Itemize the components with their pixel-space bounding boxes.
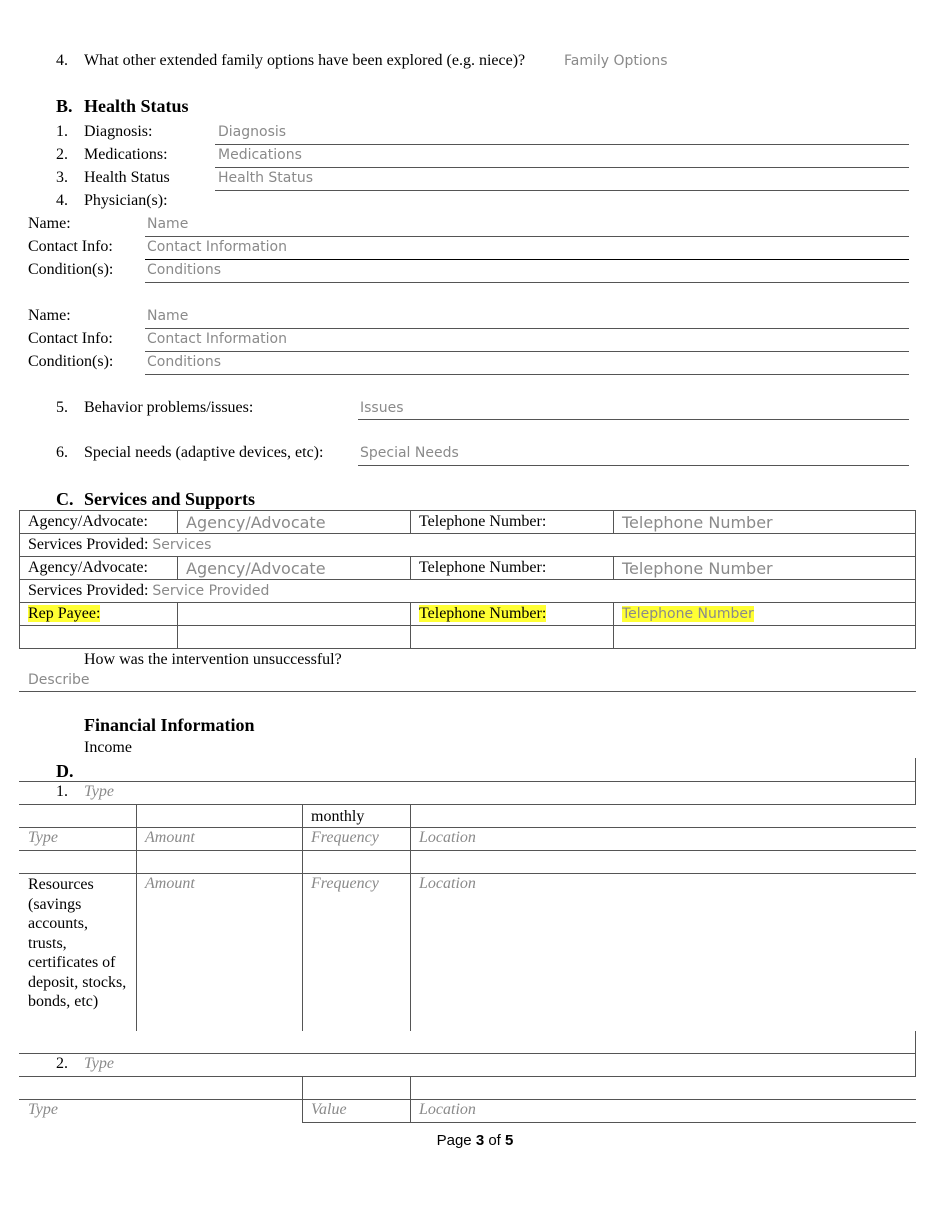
physician-contact-underline [145, 259, 909, 260]
telephone-field[interactable]: Telephone Number [614, 557, 916, 580]
empty-cell[interactable] [614, 626, 916, 649]
behavior-number: 5. [56, 399, 68, 416]
health-status-field[interactable]: Health Status [218, 170, 314, 186]
physicians-number: 4. [56, 192, 68, 209]
telephone-label: Telephone Number: [411, 511, 614, 534]
financial-info-title: Financial Information [84, 715, 255, 735]
special-needs-underline [358, 465, 909, 466]
physician-conditions-field[interactable]: Conditions [147, 354, 222, 370]
table-row [20, 534, 916, 557]
section-c-letter: C. [56, 489, 74, 509]
physician-contact-label: Contact Info: [28, 330, 113, 347]
services-table [19, 510, 916, 649]
behavior-underline [358, 419, 909, 420]
rep-payee-cell [20, 603, 178, 626]
section-b-title: Health Status [84, 96, 189, 116]
physician-name-label: Name: [28, 215, 71, 232]
medications-field[interactable]: Medications [218, 147, 302, 163]
diagnosis-label: Diagnosis: [84, 123, 153, 140]
physician-contact-underline [145, 351, 909, 352]
empty-cell[interactable] [411, 626, 614, 649]
table-border [19, 1053, 916, 1054]
service-provided-field[interactable]: Service Provided [152, 583, 270, 599]
rep-payee-telephone-field[interactable]: Telephone Number [622, 606, 754, 622]
physician-conditions-field[interactable]: Conditions [147, 262, 222, 278]
physician-contact-field[interactable]: Contact Information [147, 331, 287, 347]
grid-line [136, 804, 137, 1031]
agency-label: Agency/Advocate: [20, 511, 178, 534]
physician-conditions-label: Condition(s): [28, 353, 114, 370]
describe-field[interactable]: Describe [28, 672, 90, 688]
agency-field[interactable]: Agency/Advocate [178, 511, 411, 534]
physician-name-field[interactable]: Name [147, 308, 189, 324]
asset-value-field[interactable]: Value [311, 1101, 347, 1118]
special-needs-field[interactable]: Special Needs [360, 445, 459, 461]
telephone-label-cell [411, 603, 614, 626]
table-border [915, 1031, 916, 1077]
empty-cell[interactable] [20, 626, 178, 649]
income-type-field[interactable]: Type [28, 829, 58, 846]
behavior-label: Behavior problems/issues: [84, 399, 254, 416]
diagnosis-field[interactable]: Diagnosis [218, 124, 287, 140]
income-frequency-field[interactable]: Frequency [311, 829, 379, 846]
resources-type-field[interactable]: Type [84, 1055, 114, 1072]
table-border [19, 781, 916, 782]
income-location-field[interactable]: Location [419, 829, 476, 846]
total-pages: 5 [505, 1132, 514, 1149]
agency-field[interactable]: Agency/Advocate [178, 557, 411, 580]
services-provided-cell [20, 580, 916, 603]
table-row [20, 580, 916, 603]
section-b-letter: B. [56, 96, 73, 116]
physician-conditions-underline [145, 282, 909, 283]
grid-line [19, 850, 916, 851]
diagnosis-underline [215, 144, 909, 145]
health-status-underline [215, 190, 909, 191]
grid-line [302, 804, 303, 1031]
resources-row-number: 2. [56, 1055, 68, 1072]
income-row-number: 1. [56, 783, 68, 800]
empty-cell[interactable] [178, 626, 411, 649]
table-border [19, 804, 916, 805]
family-options-label: What other extended family options have been explored (e.g. niece)? [84, 52, 526, 69]
rep-payee-telephone-label: Telephone Number: [419, 605, 547, 622]
behavior-issues-field[interactable]: Issues [360, 400, 404, 416]
physicians-label: Physician(s): [84, 192, 168, 209]
grid-line [19, 873, 916, 874]
services-field[interactable]: Services [152, 537, 212, 553]
physician-contact-field[interactable]: Contact Information [147, 239, 287, 255]
describe-underline [19, 691, 916, 692]
medications-label: Medications: [84, 146, 168, 163]
asset-location-field[interactable]: Location [419, 1101, 476, 1118]
monthly-value[interactable]: monthly [311, 808, 365, 825]
resources-amount-field[interactable]: Amount [145, 875, 195, 892]
income-amount-field[interactable]: Amount [145, 829, 195, 846]
physician-name-label: Name: [28, 307, 71, 324]
resources-location-field[interactable]: Location [419, 875, 476, 892]
physician-name-underline [145, 328, 909, 329]
special-needs-number: 6. [56, 444, 68, 461]
table-row [20, 603, 916, 626]
services-provided-label: Services Provided: [28, 582, 149, 599]
physician-contact-label: Contact Info: [28, 238, 113, 255]
intervention-question: How was the intervention unsuccessful? [84, 651, 342, 668]
rep-payee-telephone-cell [614, 603, 916, 626]
grid-line [19, 827, 916, 828]
diagnosis-number: 1. [56, 123, 68, 140]
grid-line [19, 1099, 916, 1100]
health-status-label: Health Status [84, 169, 170, 186]
telephone-label: Telephone Number: [411, 557, 614, 580]
rep-payee-field[interactable] [178, 603, 411, 626]
rep-payee-label: Rep Payee: [28, 605, 101, 622]
resources-label: Resources (savings accounts, trusts, certificates of deposit, stocks, bonds, etc) [28, 876, 127, 1010]
page-number: 3 [475, 1132, 485, 1149]
page-word: Page [436, 1132, 472, 1149]
table-row [20, 557, 916, 580]
services-provided-label: Services Provided: [28, 536, 149, 553]
medications-number: 2. [56, 146, 68, 163]
health-status-number: 3. [56, 169, 68, 186]
income-type-field[interactable]: Type [84, 783, 114, 800]
table-row [20, 626, 916, 649]
section-d-letter: D. [56, 761, 74, 781]
physician-name-field[interactable]: Name [147, 216, 189, 232]
special-needs-label: Special needs (adaptive devices, etc): [84, 444, 324, 461]
table-border [19, 1076, 916, 1077]
income-label: Income [84, 739, 132, 756]
physician-name-underline [145, 236, 909, 237]
grid-line [302, 1122, 916, 1123]
family-options-number: 4. [56, 52, 68, 69]
services-provided-cell [20, 534, 916, 557]
asset-type-field[interactable]: Type [28, 1101, 58, 1118]
section-c-title: Services and Supports [84, 489, 256, 509]
grid-line [410, 804, 411, 1031]
page-footer [0, 1132, 950, 1149]
table-row [20, 511, 916, 534]
physician-conditions-underline [145, 374, 909, 375]
physician-conditions-label: Condition(s): [28, 261, 114, 278]
of-word: of [488, 1132, 501, 1149]
telephone-field[interactable]: Telephone Number [614, 511, 916, 534]
medications-underline [215, 167, 909, 168]
family-options-field[interactable]: Family Options [564, 53, 668, 69]
agency-label: Agency/Advocate: [20, 557, 178, 580]
resources-frequency-field[interactable]: Frequency [311, 875, 379, 892]
